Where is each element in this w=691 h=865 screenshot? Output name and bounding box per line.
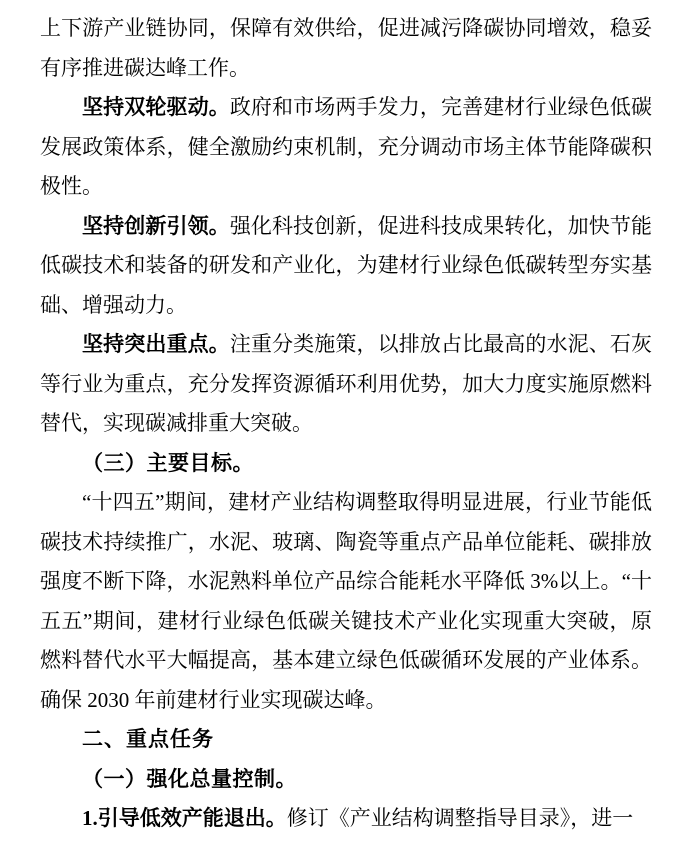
section-heading-main-goals xyxy=(40,444,652,484)
chapter-heading-text: 二、重点任务 xyxy=(82,728,214,751)
section-heading-text: （一）强化总量控制。 xyxy=(82,766,297,791)
paragraph-lead: 坚持突出重点。 xyxy=(82,332,230,356)
paragraph-goals-detail xyxy=(40,483,652,720)
chapter-heading-key-tasks xyxy=(40,720,652,760)
paragraph-lead: 坚持双轮驱动。 xyxy=(82,95,230,119)
paragraph-text: 注重分类施策，以排放占比最高的水泥、石灰等行业为重点，充分发挥资源循环利用优势，加大力度实施原燃料替代，实现碳减排重大突破。 xyxy=(40,332,653,435)
paragraph-text: “十四五”期间，建材产业结构调整取得明显进展，行业节能低碳技术持续推广，水泥、玻璃、陶瓷等重点产品单位能耗、碳排放强度不断下降，水泥熟料单位产品综合能耗水平降低 3%以上。“十五五”期间，建材行业绿色低碳关键技术产业化实现重大突破，原燃料替代水平大幅提高，基本建立绿色低碳循环发展的产业体系。确保 2030 年前建材行业实现碳达峰。 xyxy=(40,490,652,712)
paragraph-principle-innovation xyxy=(40,207,652,326)
paragraph-task-1 xyxy=(40,799,652,839)
paragraph-principle-key-focus xyxy=(40,325,652,444)
paragraph-text: 修订《产业结构调整指导目录》，进一 xyxy=(286,806,634,830)
paragraph-lead: 坚持创新引领。 xyxy=(82,213,230,238)
section-heading-total-control xyxy=(40,760,652,800)
paragraph-continuation xyxy=(40,9,652,88)
paragraph-lead: 1.引导低效产能退出。 xyxy=(82,806,287,830)
paragraph-principle-dual-drive xyxy=(40,88,652,207)
paragraph-text: 上下游产业链协同，保障有效供给，促进减污降碳协同增效，稳妥有序推进碳达峰工作。 xyxy=(40,16,652,80)
section-heading-text: （三）主要目标。 xyxy=(82,450,254,475)
paragraph-text: 强化科技创新，促进科技成果转化，加快节能低碳技术和装备的研发和产业化，为建材行业绿色低碳转型夯实基础、增强动力。 xyxy=(40,213,653,317)
paragraph-text: 政府和市场两手发力，完善建材行业绿色低碳发展政策体系，健全激励约束机制，充分调动市场主体节能降碳积极性。 xyxy=(40,95,653,198)
